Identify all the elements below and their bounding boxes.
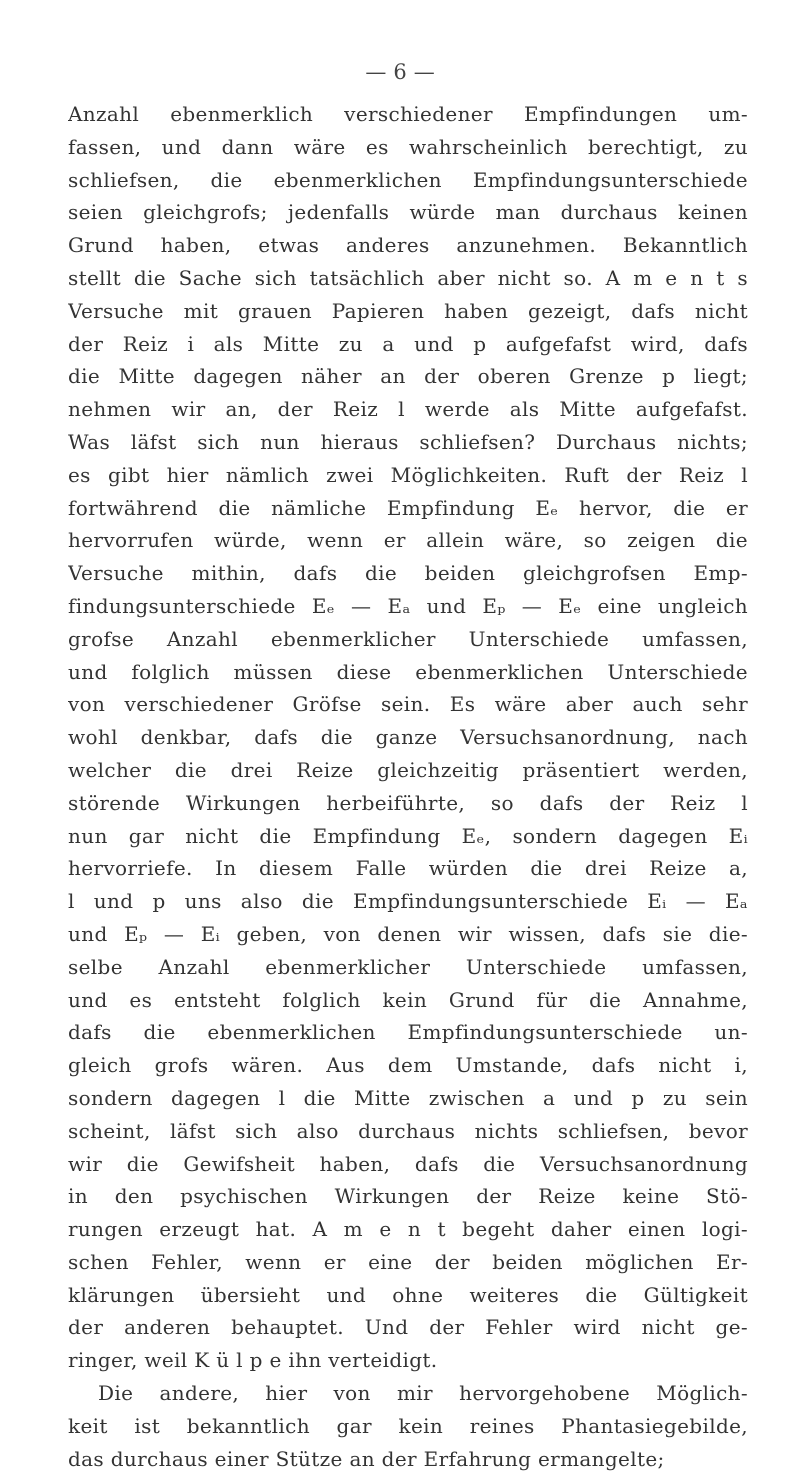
text-line: scheint, läfst sich also durchaus nichts schliefsen, bevor <box>68 1118 748 1143</box>
paragraph <box>68 1377 748 1475</box>
text-line: schliefsen, die ebenmerklichen Empfindungsunterschiede <box>68 167 748 192</box>
text-line: der Reiz i als Mitte zu a und p aufgefafst wird, dafs <box>68 331 748 356</box>
text-line: nun gar nicht die Empfindung Eₑ, sondern dagegen Eᵢ <box>68 823 748 848</box>
text-line: wohl denkbar, dafs die ganze Versuchsanordnung, nach <box>68 725 748 750</box>
page-number <box>0 60 800 84</box>
text-line: findungsunterschiede Eₑ — Eₐ und Eₚ — Eₑ eine ungleich <box>68 593 748 618</box>
text-line: selbe Anzahl ebenmerklicher Unterschiede umfassen, <box>68 954 748 979</box>
text-line: hervorrufen würde, wenn er allein wäre, so zeigen die <box>68 528 748 553</box>
text-line: Was läfst sich nun hieraus schliefsen? Durchaus nichts; <box>68 429 748 454</box>
page-number-dash-right: — <box>413 60 435 84</box>
text-line: grofse Anzahl ebenmerklicher Unterschiede umfassen, <box>68 626 748 651</box>
text-line: gleich grofs wären. Aus dem Umstande, dafs nicht i, <box>68 1053 748 1078</box>
paragraph <box>68 98 748 1377</box>
text-line: Versuche mithin, dafs die beiden gleichgrofsen Emp- <box>68 561 748 586</box>
text-line: es gibt hier nämlich zwei Möglichkeiten. Ruft der Reiz l <box>68 462 748 487</box>
body-text <box>68 98 748 1475</box>
page-number-value: 6 <box>393 60 407 84</box>
text-line: rungen erzeugt hat. A m e n t begeht daher einen logi- <box>68 1217 748 1242</box>
text-line: schen Fehler, wenn er eine der beiden möglichen Er- <box>68 1249 748 1274</box>
text-line: klärungen übersieht und ohne weiteres die Gültigkeit <box>68 1282 748 1307</box>
text-line: und es entsteht folglich kein Grund für die Annahme, <box>68 987 748 1012</box>
text-line: die Mitte dagegen näher an der oberen Grenze p liegt; <box>68 364 748 389</box>
text-line: seien gleichgrofs; jedenfalls würde man durchaus keinen <box>68 200 748 225</box>
text-line: das durchaus einer Stütze an der Erfahrung ermangelte; <box>68 1446 665 1471</box>
text-line: hervorriefe. In diesem Falle würden die drei Reize a, <box>68 856 748 881</box>
text-line: Grund haben, etwas anderes anzunehmen. Bekanntlich <box>68 233 748 258</box>
text-line: welcher die drei Reize gleichzeitig präsentiert werden, <box>68 757 748 782</box>
text-line: l und p uns also die Empfindungsunterschiede Eᵢ — Eₐ <box>68 889 748 914</box>
text-line: Versuche mit grauen Papieren haben gezeigt, dafs nicht <box>68 298 748 323</box>
text-line: und Eₚ — Eᵢ geben, von denen wir wissen, dafs sie die- <box>68 921 748 946</box>
text-line: Die andere, hier von mir hervorgehobene Möglich- <box>98 1381 748 1406</box>
text-line: der anderen behauptet. Und der Fehler wird nicht ge- <box>68 1315 748 1340</box>
text-line: Anzahl ebenmerklich verschiedener Empfindungen um- <box>68 102 748 126</box>
text-line: sondern dagegen l die Mitte zwischen a und p zu sein <box>68 1085 748 1110</box>
text-line: ringer, weil K ü l p e ihn verteidigt. <box>68 1348 438 1373</box>
text-line: und folglich müssen diese ebenmerklichen Unterschiede <box>68 659 748 684</box>
text-line: keit ist bekanntlich gar kein reines Phantasiegebilde, <box>68 1413 748 1438</box>
text-line: von verschiedener Gröfse sein. Es wäre aber auch sehr <box>68 692 748 717</box>
page-number-dash-left: — <box>365 60 387 84</box>
text-line: störende Wirkungen herbeiführte, so dafs der Reiz l <box>68 790 748 815</box>
text-line: wir die Gewifsheit haben, dafs die Versuchsanordnung <box>68 1151 748 1176</box>
text-line: dafs die ebenmerklichen Empfindungsunterschiede un- <box>68 1020 748 1045</box>
text-line: stellt die Sache sich tatsächlich aber nicht so. A m e n t s <box>68 265 748 290</box>
text-line: fassen, und dann wäre es wahrscheinlich berechtigt, zu <box>68 134 748 159</box>
text-line: in den psychischen Wirkungen der Reize keine Stö- <box>68 1184 748 1209</box>
text-line: fortwährend die nämliche Empfindung Eₑ hervor, die er <box>68 495 748 520</box>
text-line: nehmen wir an, der Reiz l werde als Mitte aufgefafst. <box>68 397 748 422</box>
